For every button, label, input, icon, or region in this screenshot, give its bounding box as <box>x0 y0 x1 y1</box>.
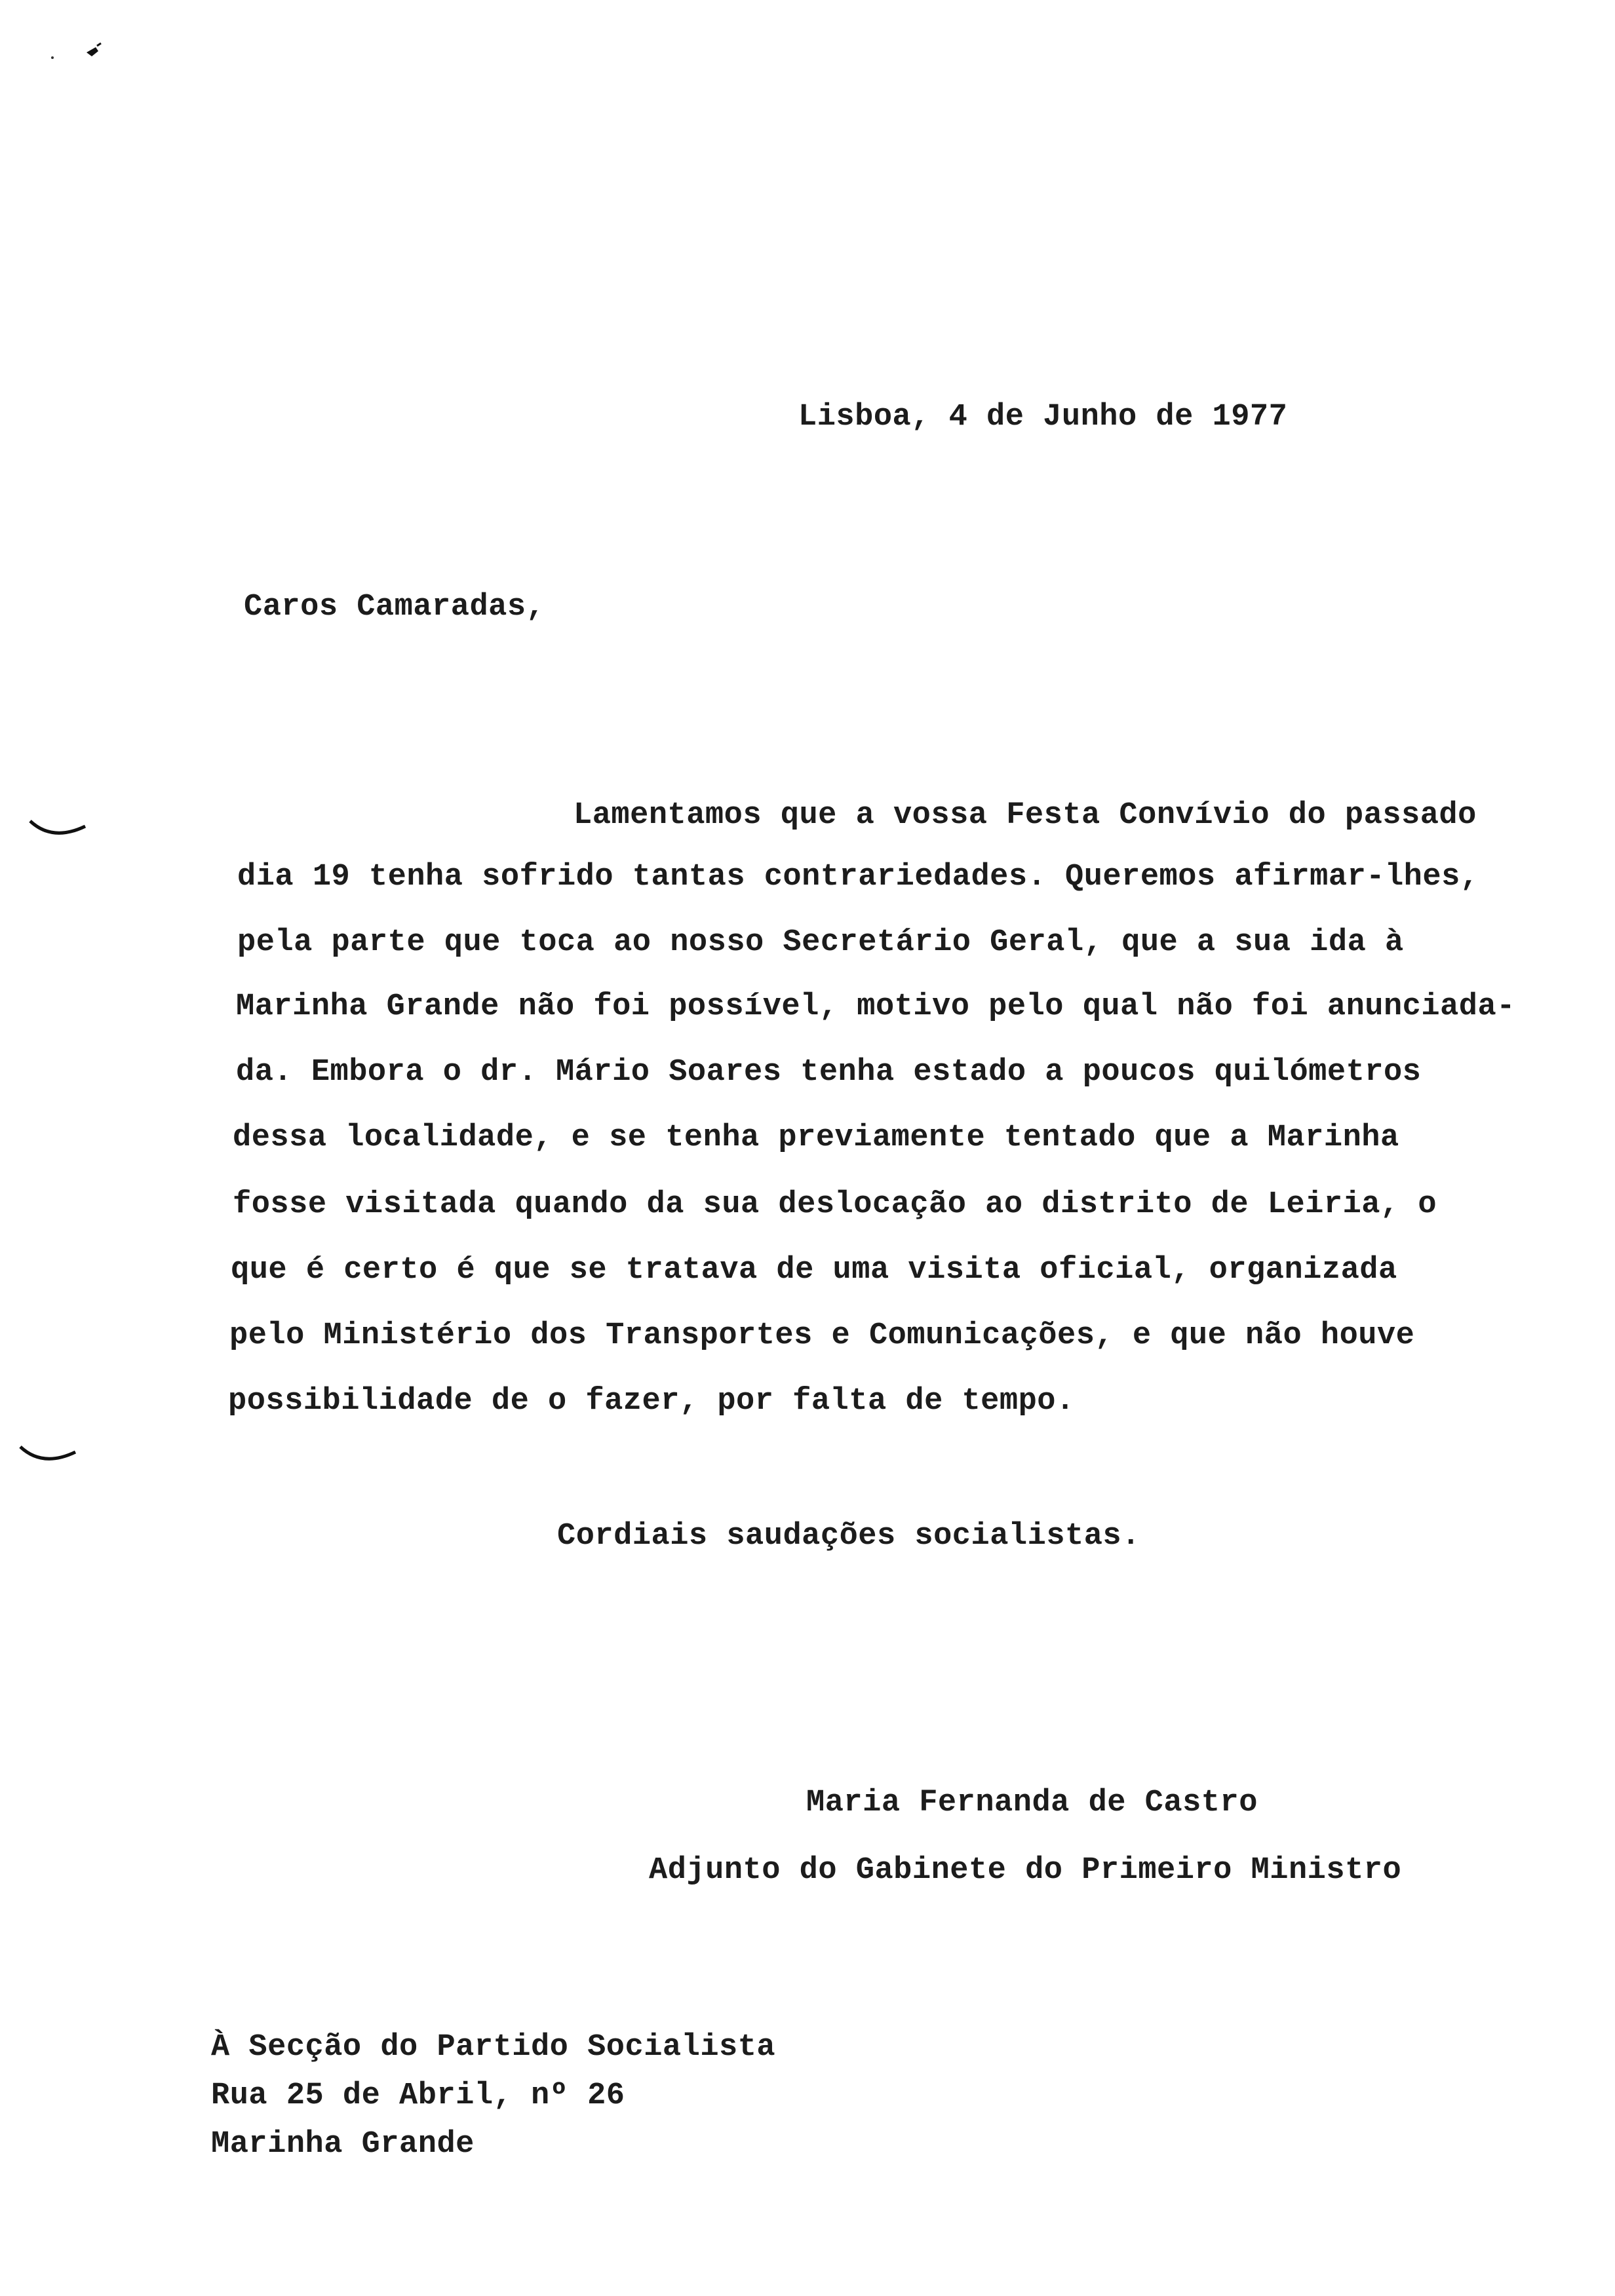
body-line: Marinha Grande não foi possível, motivo pelo qual não foi anunciada- <box>236 989 1515 1024</box>
body-line: pelo Ministério dos Transportes e Comunicações, e que não houve <box>229 1318 1415 1353</box>
body-line: dessa localidade, e se tenha previamente tentado que a Marinha <box>233 1120 1399 1155</box>
body-line: dia 19 tenha sofrido tantas contrariedades. Queremos afirmar-lhes, <box>237 860 1479 894</box>
closing-line: Cordiais saudações socialistas. <box>557 1519 1140 1554</box>
ink-speck-icon <box>46 39 105 66</box>
body-line: que é certo é que se tratava de uma visita oficial, organizada <box>231 1253 1397 1288</box>
punch-hole-mark-icon <box>16 1442 82 1468</box>
punch-hole-mark-icon <box>26 816 92 842</box>
signature-name: Maria Fernanda de Castro <box>806 1786 1258 1820</box>
body-line: da. Embora o dr. Mário Soares tenha estado a poucos quilómetros <box>236 1055 1422 1090</box>
body-line: pela parte que toca ao nosso Secretário Geral, que a sua ida à <box>237 925 1404 960</box>
body-line: possibilidade de o fazer, por falta de tempo. <box>228 1384 1075 1419</box>
date-line: Lisboa, 4 de Junho de 1977 <box>798 400 1288 434</box>
address-line: Marinha Grande <box>211 2127 475 2162</box>
body-line: Lamentamos que a vossa Festa Convívio do passado <box>574 798 1477 833</box>
signature-title: Adjunto do Gabinete do Primeiro Ministro <box>649 1853 1402 1888</box>
address-line: À Secção do Partido Socialista <box>211 2030 776 2065</box>
address-line: Rua 25 de Abril, nº 26 <box>211 2078 625 2113</box>
salutation: Caros Camaradas, <box>244 590 545 624</box>
body-line: fosse visitada quando da sua deslocação ao distrito de Leiria, o <box>233 1187 1437 1222</box>
